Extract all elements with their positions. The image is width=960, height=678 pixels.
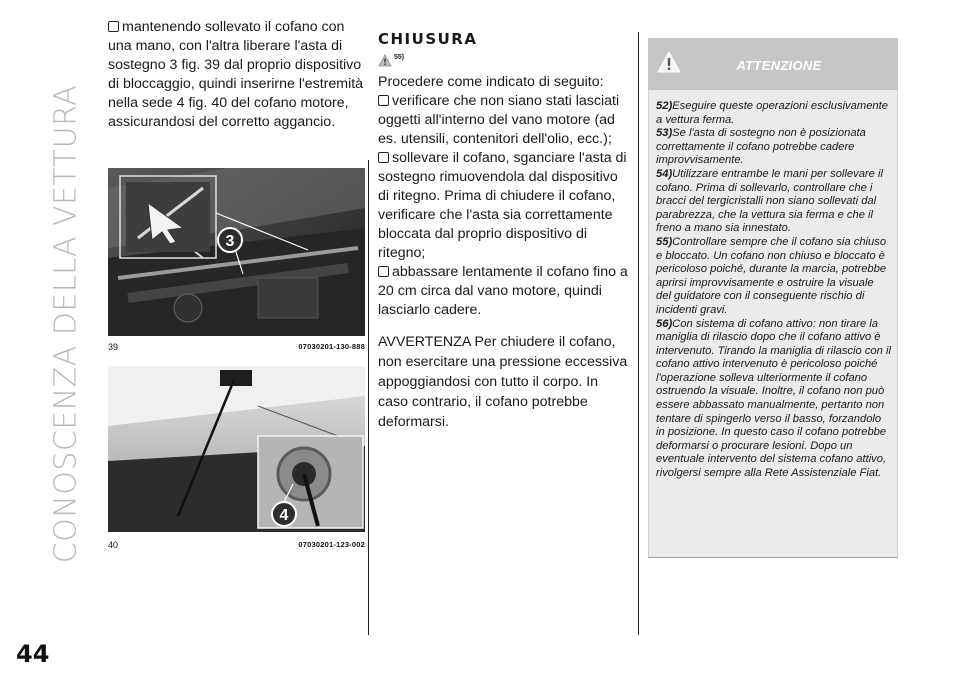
column-2	[378, 30, 630, 432]
intro-text: Procedere come indicato di seguito:	[378, 74, 604, 90]
page-number: 44	[16, 640, 50, 668]
side-section-title	[48, 24, 84, 624]
note-paragraph: AVVERTENZA Per chiudere il cofano, non esercitare una pressione eccessiva appoggiandosi con tutto il corpo. In caso contrario, il cofano potrebbe deformarsi.	[378, 334, 628, 430]
bullet-icon	[378, 152, 389, 163]
warning-reference	[378, 51, 630, 67]
warning-triangle-icon	[378, 54, 392, 67]
figure-40-code: 07030201-123-002	[298, 540, 365, 549]
bullet-icon	[108, 21, 119, 32]
bullet-item: verificare che non siano stati lasciati oggetti all'interno del vano motore (ad es. utensili, contenitori dell'olio, ecc.);	[378, 93, 620, 147]
bullet-item: sollevare il cofano, sganciare l'asta di sostegno rimuovendola dal dispositivo di ritegno. Prima di chiudere il cofano, verificare che l'asta sia correttamente bloccata dal proprio dispositivo di ritegno;	[378, 150, 627, 261]
figure-40	[108, 366, 365, 532]
attention-item: 56)Con sistema di cofano attivo: non tirare la maniglia di rilascio dopo che il cofano attivo è intervenuto. Tirando la maniglia di rilascio con il cofano attivo intervenuto è pericoloso poiché l'operazione solleva ulteriormente il cofano ostruendo la visuale. Inoltre, il cofano non può essere abbassato manualmente, pertanto non tentare di spingerlo verso il basso, forzandolo in posizione. In questo caso il cofano potrebbe deformarsi o procurare lesioni. Dopo un eventuale intervento del sistema cofano attivo, rivolgersi sempre alla Rete Assistenziale Fiat.	[656, 317, 891, 480]
figure-39-callout: 3	[225, 233, 235, 250]
bullet-icon	[378, 266, 389, 277]
hood-rod-illustration	[108, 366, 365, 532]
figure-40-number: 40	[108, 540, 119, 550]
figure-39-number: 39	[108, 342, 119, 352]
column-1	[108, 18, 364, 132]
figure-40-callout: 4	[279, 507, 289, 524]
side-section-title-text: CONOSCENZA DELLA VETTURA	[48, 84, 84, 564]
attention-item: 55)Controllare sempre che il cofano sia chiuso e bloccato. Un cofano non chiuso e bloccato è pericoloso poiché, durante la marcia, potrebbe aprirsi improvvisamente e ostruire la visuale del guidatore con il conseguente rischio di incidenti gravi.	[656, 235, 887, 316]
attention-body	[648, 90, 898, 558]
engine-bay-illustration	[108, 168, 365, 336]
instruction-paragraph: mantenendo sollevato il cofano con una mano, con l'altra liberare l'asta di sostegno 3 fig. 39 dal proprio dispositivo di bloccaggio, quindi inserirne l'estremità nella sede 4 fig. 40 del cofano motore, assicurandosi del corretto aggancio.	[108, 19, 364, 130]
section-heading: CHIUSURA	[378, 30, 478, 48]
attention-item: 53)Se l'asta di sostegno non è posizionata correttamente il cofano potrebbe cadere improvvisamente.	[656, 127, 866, 167]
attention-item: 54)Utilizzare entrambe le mani per sollevare il cofano. Prima di sollevarlo, controllare che i bracci del tergicristalli non siano sollevati dal parabrezza, che la vettura sia ferma e che il freno a mano sia innestato.	[656, 167, 883, 235]
attention-box	[648, 38, 898, 558]
figure-40-caption	[108, 540, 365, 550]
figure-39-caption	[108, 342, 365, 352]
column-divider-right	[638, 32, 639, 635]
bullet-item: abbassare lentamente il cofano fino a 20 cm circa dal vano motore, quindi lasciarlo cadere.	[378, 264, 628, 318]
figure-39-code: 07030201-130-888	[298, 342, 365, 351]
attention-title: ATTENZIONE	[736, 58, 822, 73]
attention-item: 52)Eseguire queste operazioni esclusivamente a vettura ferma.	[656, 100, 888, 126]
figure-39	[108, 168, 365, 336]
column-divider-left	[368, 160, 369, 635]
warning-reference-number: 55)	[394, 54, 405, 61]
bullet-icon	[378, 95, 389, 106]
attention-header	[648, 38, 898, 90]
